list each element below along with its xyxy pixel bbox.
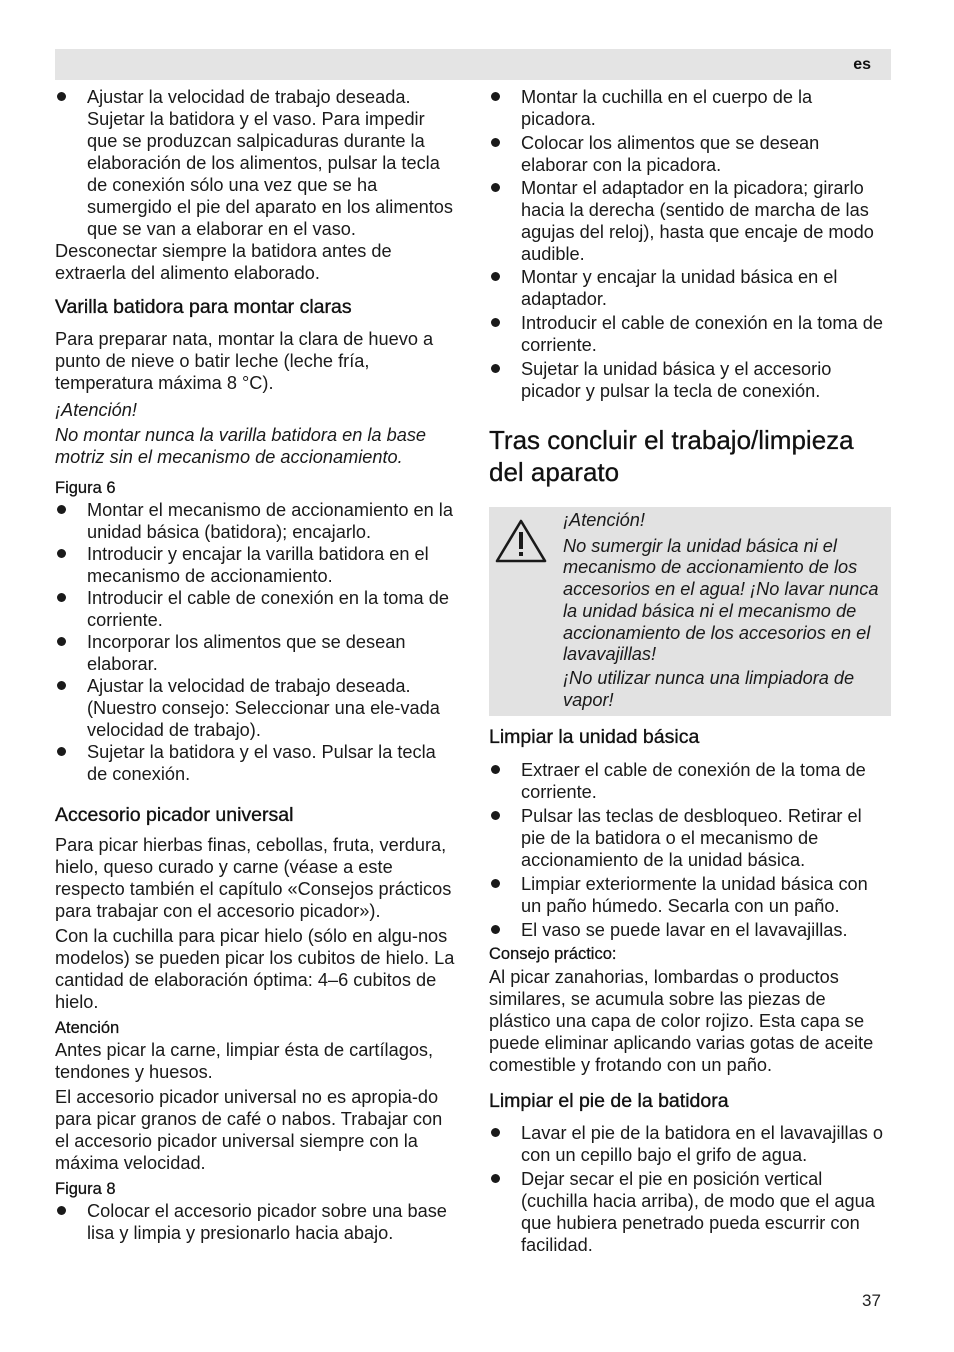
right-column: [489, 86, 891, 1256]
chopper-steps-right: [489, 86, 891, 402]
warning-triangle-icon: [494, 518, 548, 564]
intro-paragraph: Desconectar siempre la batidora antes de extraerla del alimento elaborado.: [55, 241, 392, 283]
section-heading-chopper: Accesorio picador universal: [55, 804, 294, 826]
attention-label: ¡Atención!: [55, 400, 137, 420]
section-heading-blender-foot: Limpiar el pie de la batidora: [489, 1090, 729, 1113]
header-bar: [55, 49, 891, 80]
list-item: Lavar el pie de la batidora en el lavavajillas o con un cepillo bajo el grifo de agua.: [489, 1122, 891, 1166]
list-item: Colocar el accesorio picador sobre una base lisa y limpia y presionarlo hacia abajo.: [55, 1200, 460, 1244]
whisk-paragraph: Para preparar nata, montar la clara de huevo a punto de nieve o batir leche (leche fría, temperatura máxima 8 °C).: [55, 329, 434, 393]
list-item: Limpiar exteriormente la unidad básica con un paño húmedo. Secarla con un paño.: [489, 873, 891, 917]
intro-list: [55, 86, 460, 240]
list-item: Montar el mecanismo de accionamiento en la unidad básica (batidora); encajarlo.: [55, 499, 460, 543]
blender-foot-steps: [489, 1122, 891, 1256]
list-item: Extraer el cable de conexión de la toma de corriente.: [489, 759, 891, 803]
base-unit-steps: [489, 759, 891, 941]
chopper-attention-text-2: El accesorio picador universal no es apropia-do para picar granos de café o nabos. Trabajar con el accesorio picador universal siempre con la máxima velocidad.: [55, 1087, 443, 1173]
warning-box: [489, 507, 891, 716]
list-item: El vaso se puede lavar en el lavavajillas.: [489, 919, 891, 941]
attention-text: No montar nunca la varilla batidora en la base motriz sin el mecanismo de accionamiento.: [55, 425, 427, 467]
warning-text-1: No sumergir la unidad básica ni el mecanismo de accionamiento de los accesorios en el agua! ¡No lavar nunca la unidad básica ni el mecanismo de accionamiento de los accesorios en el lavavajillas!: [563, 535, 879, 665]
section-heading-cleaning: Tras concluir el trabajo/limpieza del aparato: [489, 425, 854, 487]
chopper-paragraph-2: Con la cuchilla para picar hielo (sólo en algu-nos modelos) se pueden picar los cubitos de hielo. La cantidad de elaboración óptima: 4–6 cubitos de hielo.: [55, 926, 455, 1012]
chopper-attention-text-1: Antes picar la carne, limpiar ésta de cartílagos, tendones y huesos.: [55, 1040, 434, 1082]
list-item: Ajustar la velocidad de trabajo deseada. (Nuestro consejo: Seleccionar una ele-vada velocidad de trabajo).: [55, 675, 460, 741]
warning-text-2: ¡No utilizar nunca una limpiadora de vapor!: [563, 667, 855, 710]
list-item: Colocar los alimentos que se desean elaborar con la picadora.: [489, 132, 891, 176]
whisk-steps: [55, 499, 460, 785]
list-item: Pulsar las teclas de desbloqueo. Retirar el pie de la batidora o el mecanismo de accionamiento de la unidad básica.: [489, 805, 891, 871]
list-item: Introducir el cable de conexión en la toma de corriente.: [489, 312, 891, 356]
list-item: Sujetar la batidora y el vaso. Pulsar la tecla de conexión.: [55, 741, 460, 785]
tip-text: Al picar zanahorias, lombardas o productos similares, se acumula sobre las piezas de plástico una capa de color rojizo. Esta capa se puede eliminar aplicando varias gotas de aceite comestible y frotando con un paño.: [489, 967, 874, 1076]
list-item: Montar el adaptador en la picadora; girarlo hacia la derecha (sentido de marcha de las agujas del reloj), hasta que encaje de modo audible.: [489, 177, 891, 265]
figure-label-8: Figura 8: [55, 1180, 116, 1198]
chopper-steps-left: [55, 1200, 460, 1244]
list-item: Ajustar la velocidad de trabajo deseada. Sujetar la batidora y el vaso. Para impedir que se produzcan salpicaduras durante la elaboración de los alimentos, pulsar la tecla de conexión sólo una vez que se ha sumergido el pie del aparato en los alimentos que se van a elaborar en el vaso.: [55, 86, 460, 240]
page-number: 37: [862, 1291, 881, 1310]
list-item: Montar la cuchilla en el cuerpo de la picadora.: [489, 86, 891, 130]
language-code: es: [853, 56, 871, 73]
list-item: Dejar secar el pie en posición vertical (cuchilla hacia arriba), de modo que el agua que hubiera penetrado pueda escurrir con facilidad.: [489, 1168, 891, 1256]
list-item: Sujetar la unidad básica y el accesorio picador y pulsar la tecla de conexión.: [489, 358, 891, 402]
list-item: Incorporar los alimentos que se desean elaborar.: [55, 631, 460, 675]
tip-label: Consejo práctico:: [489, 945, 617, 964]
chopper-paragraph-1: Para picar hierbas finas, cebollas, fruta, verdura, hielo, queso curado y carne (véase a este respecto también el capítulo «Consejos prácticos para trabajar con el accesorio picador»).: [55, 835, 452, 921]
list-item: Introducir y encajar la varilla batidora en el mecanismo de accionamiento.: [55, 543, 460, 587]
section-heading-base-unit: Limpiar la unidad básica: [489, 726, 700, 749]
figure-label-6: Figura 6: [55, 479, 116, 497]
attention-label: Atención: [55, 1019, 120, 1037]
section-heading-whisk: Varilla batidora para montar claras: [55, 296, 352, 318]
left-column: [55, 86, 460, 1244]
list-item: Montar y encajar la unidad básica en el adaptador.: [489, 266, 891, 310]
warning-label: ¡Atención!: [563, 510, 645, 530]
list-item: Introducir el cable de conexión en la toma de corriente.: [55, 587, 460, 631]
